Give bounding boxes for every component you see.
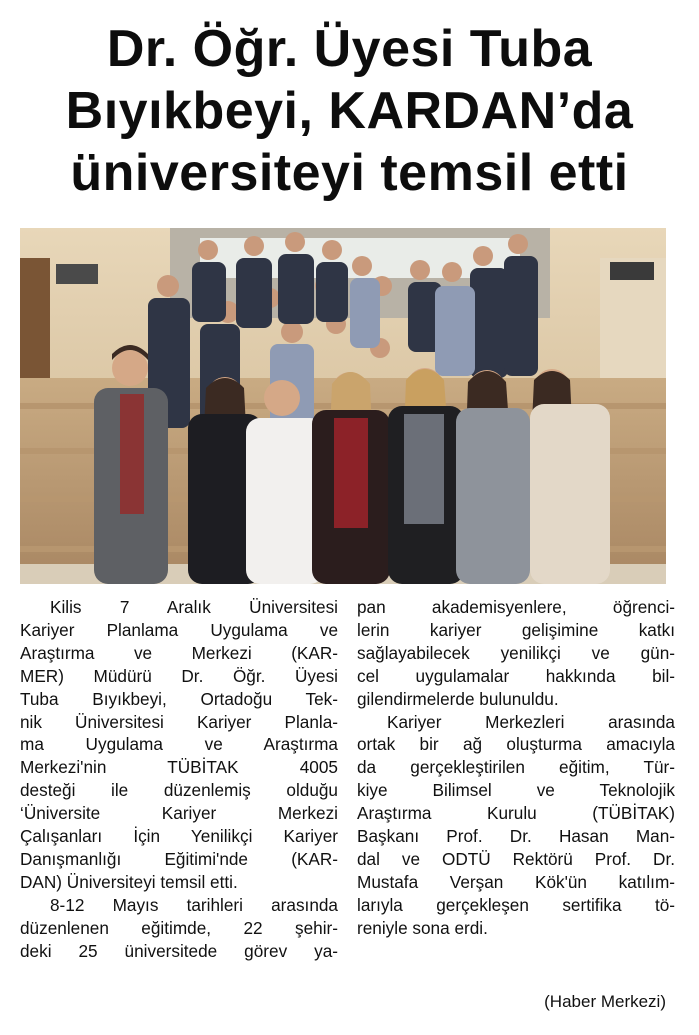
article-line: gilendirmelerde bulunuldu. (357, 688, 559, 709)
article-line: düzenlenen eğitimde, 22 şehir- (20, 917, 338, 938)
article-line: Araştırma ve Merkezi (KAR- (20, 642, 338, 663)
group-photo (20, 228, 666, 584)
article-line: nik Üniversitesi Kariyer Planla- (20, 711, 338, 732)
article-line: Kariyer Planlama Uygulama ve (20, 619, 338, 640)
article-line: reniyle sona erdi. (357, 917, 488, 938)
article-line: lerin kariyer gelişimine katkı (357, 619, 675, 640)
article-line: DAN) Üniversiteyi temsil etti. (20, 871, 238, 892)
article-line: Merkezi'nin TÜBİTAK 4005 (20, 757, 338, 778)
article-line: Tuba Bıyıkbeyi, Ortadoğu Tek- (20, 688, 338, 709)
headline-line-3: üniversiteyi temsil etti (70, 144, 629, 202)
article-line: Başkanı Prof. Dr. Hasan Man- (357, 826, 675, 847)
headline-line-1: Dr. Öğr. Üyesi Tuba (106, 20, 593, 78)
article-column-left (20, 596, 338, 963)
article-line: cel uygulamalar hakkında bil- (357, 665, 675, 686)
article-line: 8-12 Mayıs tarihleri arasında (50, 894, 338, 915)
article-line: Araştırma Kurulu (TÜBİTAK) (357, 803, 675, 824)
article-line: dal ve ODTÜ Rektörü Prof. Dr. (357, 848, 675, 869)
article-line: Çalışanları İçin Yenilikçi Kariyer (20, 826, 338, 847)
article-line: Mustafa Verşan Kök'ün katılım- (357, 871, 675, 892)
article-line: ma Uygulama ve Araştırma (20, 734, 338, 755)
headline (10, 18, 689, 204)
article-line: larıyla gerçekleşen sertifika tö- (357, 894, 675, 915)
article-line: pan akademisyenlere, öğrenci- (357, 597, 675, 617)
article-line: sağlayabilecek yenilikçi ve gün- (357, 642, 675, 663)
article-column-right (357, 596, 675, 940)
article-source: (Haber Merkezi) (544, 992, 666, 1011)
article-line: Danışmanlığı Eğitimi'nde (KAR- (20, 848, 338, 869)
article-line: Kilis 7 Aralık Üniversitesi (50, 597, 338, 617)
article-line: Kariyer Merkezleri arasında (387, 711, 675, 732)
article-line: ortak bir ağ oluşturma amacıyla (357, 734, 675, 755)
article-line: da gerçekleştirilen eğitim, Tür- (357, 757, 675, 778)
headline-line-2: Bıyıkbeyi, KARDAN’da (65, 82, 634, 140)
article-line: deki 25 üniversitede görev ya- (20, 940, 338, 961)
article-line: MER) Müdürü Dr. Öğr. Üyesi (20, 665, 338, 686)
article-line: ‘Üniversite Kariyer Merkezi (20, 803, 338, 824)
article-line: kiye Bilimsel ve Teknolojik (357, 780, 675, 801)
article-line: desteği ile düzenlemiş olduğu (20, 780, 338, 801)
